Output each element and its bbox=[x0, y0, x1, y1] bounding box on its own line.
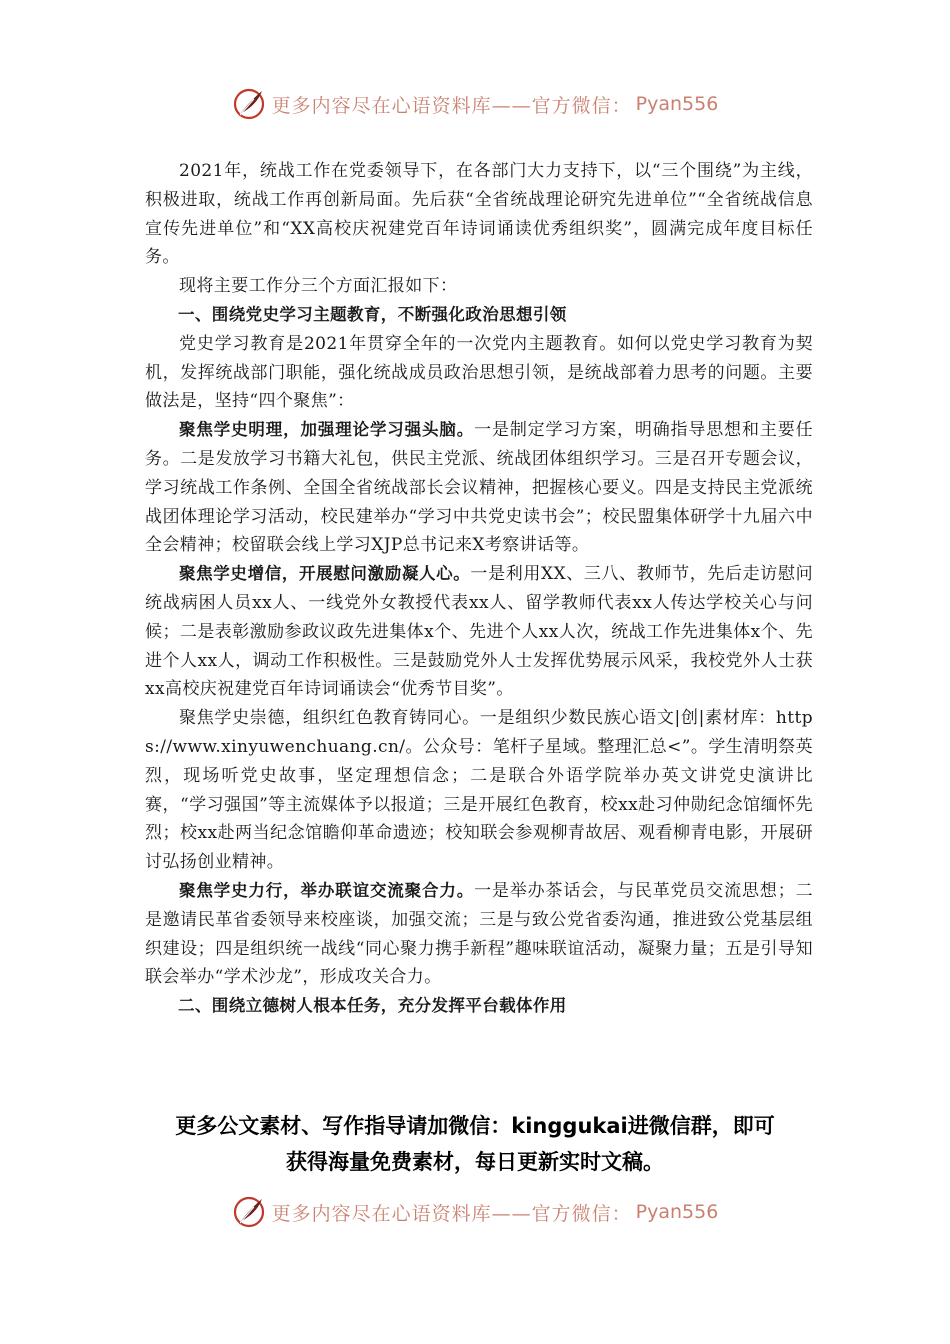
focus-2-lead: 聚焦学史增信，开展慰问激励凝人心。 bbox=[179, 564, 471, 584]
header-banner-text: 更多内容尽在心语资料库——官方微信： bbox=[271, 94, 632, 117]
promo-line-2: 获得海量免费素材，每日更新实时文稿。 bbox=[286, 1150, 664, 1174]
feather-quill-logo-icon bbox=[232, 1195, 266, 1229]
footer-banner-text: 更多内容尽在心语资料库——官方微信： bbox=[271, 1202, 632, 1225]
footer-banner bbox=[0, 1190, 950, 1234]
paragraph-focus-1 bbox=[145, 416, 813, 560]
paragraph-focus-4 bbox=[145, 877, 813, 992]
focus-4-lead: 聚焦学史力行，举办联谊交流聚合力。 bbox=[179, 880, 475, 900]
paragraph-intro: 2021年，统战工作在党委领导下，在各部门大力支持下，以“三个围绕”为主线，积极进取，统战工作再创新局面。先后获“全省统战理论研究先进单位”“全省统战信息宣传先进单位”和“XX高校庆祝建党百年诗词诵读优秀组织奖”，圆满完成年度目标任务。 bbox=[145, 161, 813, 268]
section-heading-1: 一、围绕党史学习主题教育，不断强化政治思想引领 bbox=[178, 304, 567, 324]
paragraph-overview: 现将主要工作分三个方面汇报如下： bbox=[179, 276, 458, 297]
paragraph-party-history: 党史学习教育是2021年贯穿全年的一次党内主题教育。如何以党史学习教育为契机，发挥统战部门职能，强化统战成员政治思想引领，是统战部着力思考的问题。主要做法是，坚持“四个聚焦”： bbox=[145, 333, 813, 412]
paragraph-focus-2 bbox=[145, 560, 813, 704]
document-body bbox=[145, 157, 813, 1021]
focus-4-text: 一是举办茶话会，与民革党员交流思想；二是邀请民革省委领导来校座谈，加强交流；三是与致公党省委沟通，推进致公党基层组织建设；四是组织统一战线“同心聚力携手新程”趣味联谊活动，凝聚力量；五是引导知联会举办“学术沙龙”，形成攻关合力。 bbox=[145, 880, 813, 988]
promo-line-1: 更多公文素材、写作指导请加微信：kinggukai进微信群，即可 bbox=[175, 1114, 775, 1138]
focus-1-text: 一是制定学习方案，明确指导思想和主要任务。二是发放学习书籍大礼包，供民主党派、统战团体组织学习。三是召开专题会议，学习统战工作条例、全国全省统战部长会议精神，把握核心要义。四是支持民主党派统战团体理论学习活动，校民建举办“学习中共党史读书会”；校民盟集体研学十九届六中全会精神；校留联会线上学习XJP总书记来X考察讲话等。 bbox=[145, 420, 813, 556]
header-banner-wechat-id: Pyan556 bbox=[635, 93, 719, 115]
section-heading-2: 二、围绕立德树人根本任务，充分发挥平台载体作用 bbox=[178, 996, 567, 1016]
paragraph-focus-3: 聚焦学史崇德，组织红色教育铸同心。一是组织少数民族心语文|创|素材库：https://www.xinyuwenchuang.cn/。公众号：笔杆子星域。整理汇总<”。学生清明祭英烈，现场听党史故事，坚定理想信念；二是联合外语学院举办英文讲党史演讲比赛，“学习强国”等主流媒体予以报道；三是开展红色教育，校xx赴习仲勋纪念馆缅怀先烈；校xx赴两当纪念馆瞻仰革命遗迹；校知联会参观柳青故居、观看柳青电影，开展研讨弘扬创业精神。 bbox=[145, 708, 813, 873]
footer-banner-wechat-id: Pyan556 bbox=[635, 1201, 719, 1223]
focus-2-text: 一是利用XX、三八、教师节，先后走访慰问统战病困人员xx人、一线党外女教授代表xx人、留学教师代表xx人传达学校关心与问候；二是表彰激励参政议政先进集体x个、先进个人xx人次，统战工作先进集体x个、先进个人xx人，调动工作积极性。三是鼓励党外人士发挥优势展示风采，我校党外人士获xx高校庆祝建党百年诗词诵读会“优秀节目奖”。 bbox=[145, 564, 813, 700]
focus-1-lead: 聚焦学史明理，加强理论学习强头脑。 bbox=[179, 420, 475, 440]
header-banner bbox=[0, 82, 950, 126]
promo-notice bbox=[120, 1108, 830, 1180]
feather-quill-logo-icon bbox=[232, 87, 266, 121]
